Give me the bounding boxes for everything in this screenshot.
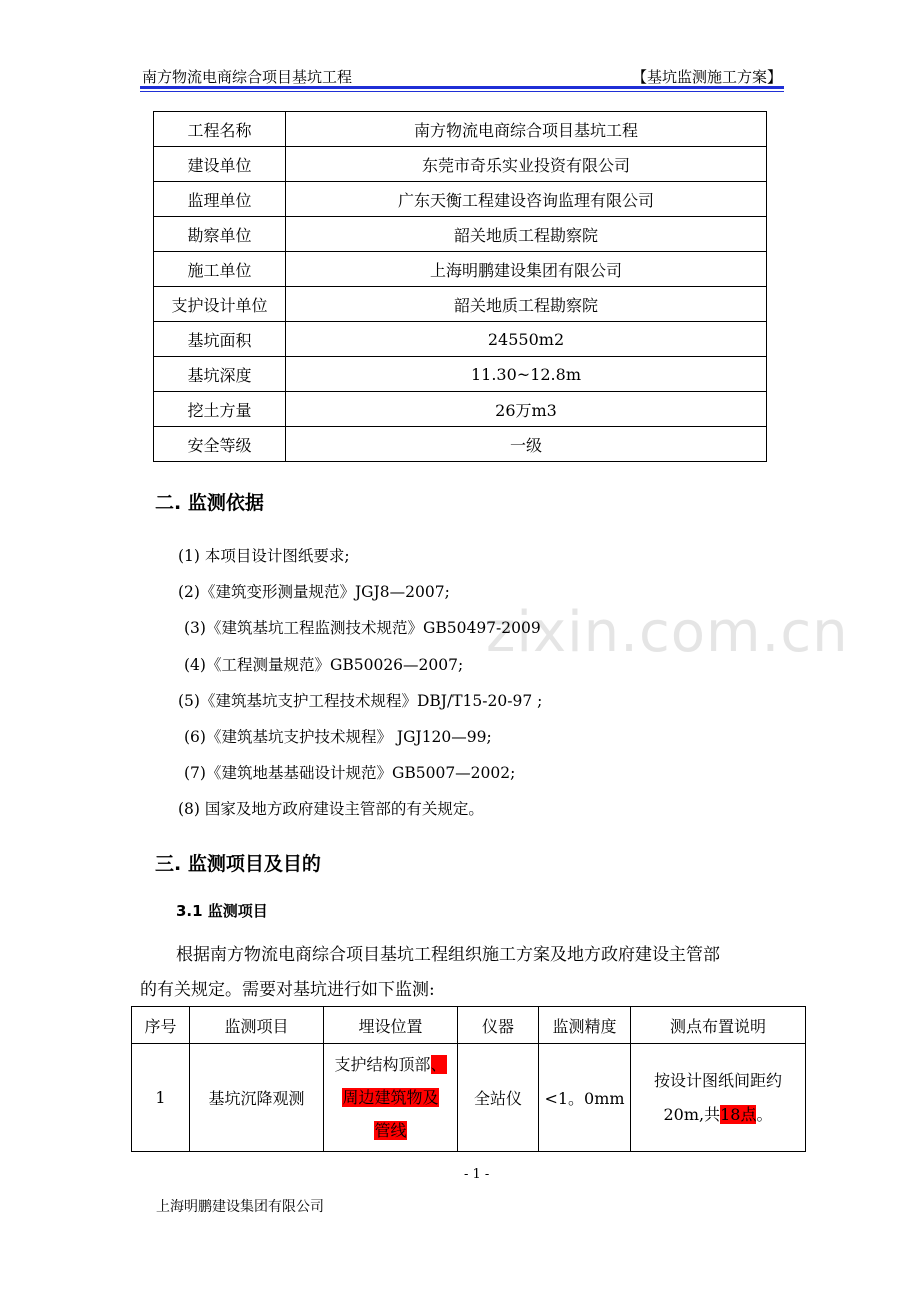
table-row: [154, 357, 767, 392]
page-footer: 上海明鹏建设集团有限公司: [156, 1199, 324, 1215]
header-rule-thick: [140, 86, 784, 89]
col-header-no: 序号: [132, 1007, 190, 1044]
table-row: [154, 392, 767, 427]
info-key-cell: 挖土方量: [154, 392, 286, 427]
position-highlight: 周边建筑物及: [342, 1088, 439, 1107]
position-text: 支护结构顶部: [334, 1055, 431, 1074]
info-key-cell: 建设单位: [154, 147, 286, 182]
info-value-cell: 26万m3: [286, 392, 767, 427]
info-value-cell: 韶关地质工程勘察院: [286, 217, 767, 252]
info-value-cell: 11.30~12.8m: [286, 357, 767, 392]
watermark: zixin.com.cn: [486, 600, 849, 665]
layout-desc-highlight: 18点: [720, 1104, 757, 1124]
cell-position: [324, 1044, 458, 1152]
cell-item: 基坑沉降观测: [190, 1044, 324, 1152]
table-row: [154, 427, 767, 462]
cell-no: 1: [132, 1044, 190, 1152]
info-value-cell: 广东天衡工程建设咨询监理有限公司: [286, 182, 767, 217]
info-key-cell: 支护设计单位: [154, 287, 286, 322]
monitoring-table: [131, 1006, 806, 1152]
col-header-layout: 测点布置说明: [631, 1007, 806, 1044]
layout-desc-text: 。: [756, 1104, 773, 1124]
col-header-position: 埋设位置: [324, 1007, 458, 1044]
basis-item: (6)《建筑基坑支护技术规程》 JGJ120—99;: [184, 728, 492, 746]
info-value-cell: 上海明鹏建设集团有限公司: [286, 252, 767, 287]
basis-item: (7)《建筑地基基础设计规范》GB5007—2002;: [184, 764, 516, 782]
header-doc-title: 【基坑监测施工方案】: [631, 68, 782, 86]
col-header-precision: 监测精度: [539, 1007, 631, 1044]
info-key-cell: 勘察单位: [154, 217, 286, 252]
info-key-cell: 基坑面积: [154, 322, 286, 357]
basis-item: (8) 国家及地方政府建设主管部的有关规定。: [178, 800, 484, 818]
cell-layout-desc: [631, 1044, 806, 1152]
cell-precision: <1。0mm: [539, 1044, 631, 1152]
position-highlight: 管线: [374, 1121, 407, 1140]
table-row: [154, 287, 767, 322]
cell-instrument: 全站仪: [458, 1044, 539, 1152]
info-key-cell: 基坑深度: [154, 357, 286, 392]
subsection-3-1-heading: 3.1 监测项目: [176, 902, 268, 920]
project-info-table: [153, 111, 767, 462]
info-value-cell: 南方物流电商综合项目基坑工程: [286, 112, 767, 147]
page-header: [140, 64, 784, 86]
info-key-cell: 工程名称: [154, 112, 286, 147]
table-row: [154, 322, 767, 357]
info-value-cell: 24550m2: [286, 322, 767, 357]
position-highlight: 、: [430, 1055, 447, 1074]
layout-desc-text: 20m,共: [663, 1104, 721, 1124]
table-row: [154, 252, 767, 287]
page-number: - 1 -: [464, 1167, 490, 1182]
info-value-cell: 东莞市奇乐实业投资有限公司: [286, 147, 767, 182]
info-key-cell: 安全等级: [154, 427, 286, 462]
basis-item: (1) 本项目设计图纸要求;: [178, 547, 350, 565]
info-key-cell: 监理单位: [154, 182, 286, 217]
info-key-cell: 施工单位: [154, 252, 286, 287]
basis-item: (2)《建筑变形测量规范》JGJ8—2007;: [178, 583, 450, 601]
intro-paragraph-line-2: 的有关规定。需要对基坑进行如下监测:: [140, 980, 435, 1000]
info-value-cell: 韶关地质工程勘察院: [286, 287, 767, 322]
table-row: [154, 112, 767, 147]
header-project-name: 南方物流电商综合项目基坑工程: [142, 68, 353, 86]
col-header-instrument: 仪器: [458, 1007, 539, 1044]
layout-desc-text: 按设计图纸间距约: [653, 1070, 782, 1090]
table-row: [154, 147, 767, 182]
table-row: [132, 1044, 806, 1152]
table-row: [154, 217, 767, 252]
col-header-item: 监测项目: [190, 1007, 324, 1044]
intro-paragraph-line-1: 根据南方物流电商综合项目基坑工程组织施工方案及地方政府建设主管部: [176, 945, 720, 965]
header-rule-thin: [140, 91, 784, 92]
basis-item: (4)《工程测量规范》GB50026—2007;: [184, 656, 464, 674]
info-value-cell: 一级: [286, 427, 767, 462]
section-3-heading: 三. 监测项目及目的: [155, 853, 321, 875]
table-row: [154, 182, 767, 217]
basis-item: (3)《建筑基坑工程监测技术规范》GB50497-2009: [184, 619, 541, 637]
basis-item: (5)《建筑基坑支护工程技术规程》DBJ/T15-20-97 ;: [178, 692, 543, 710]
monitoring-table-header: [132, 1007, 806, 1044]
section-2-heading: 二. 监测依据: [155, 492, 264, 514]
